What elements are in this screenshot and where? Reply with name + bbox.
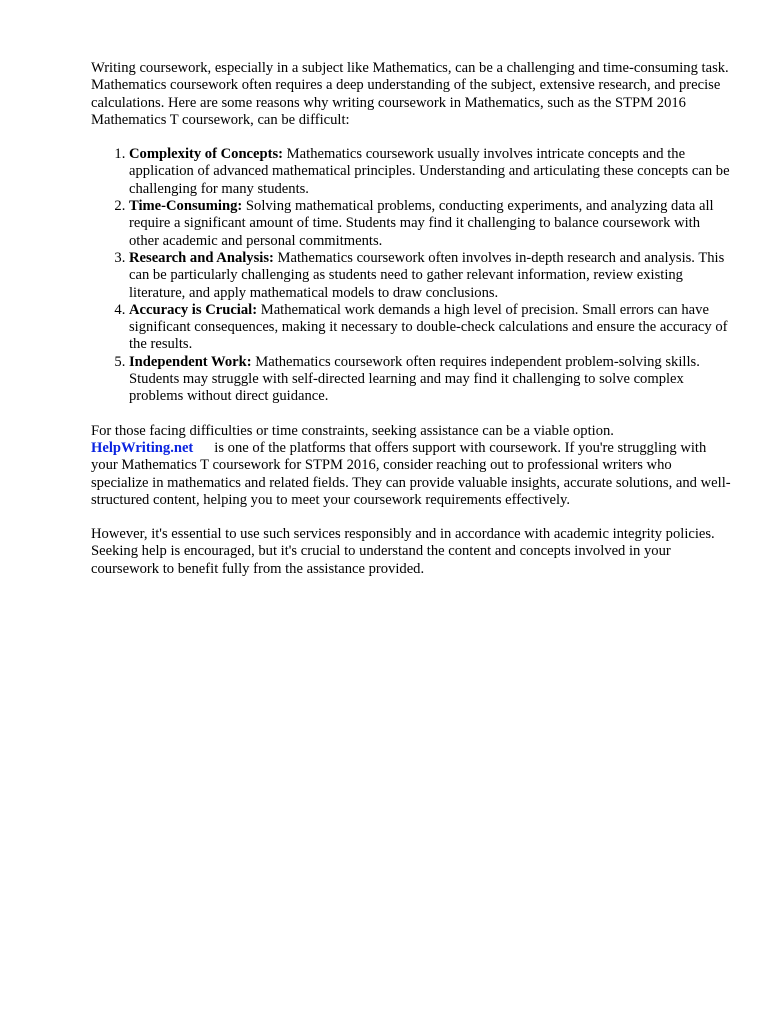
list-item-term: Accuracy is Crucial: xyxy=(129,301,258,318)
list-item-text: Mathematics coursework usually involves intricate concepts and the application of advanced mathematical principles. Understanding and articulating these concepts can be challenging for many students. xyxy=(129,146,730,197)
list-item-text: Solving mathematical problems, conducting experiments, and analyzing data all require a significant amount of time. Students may find it challenging to balance coursework with other academic and personal commitments. xyxy=(129,198,714,249)
list-item-text: Mathematics coursework often involves in-depth research and analysis. This can be particularly challenging as students need to gather relevant information, review existing literature, and apply mathematical models to draw conclusions. xyxy=(129,249,725,301)
list-item-text: Mathematical work demands a high level of precision. Small errors can have significant consequences, making it necessary to double-check calculations and ensure the accuracy of the results. xyxy=(129,301,728,353)
list-item xyxy=(129,250,731,302)
help-paragraph xyxy=(91,423,731,509)
list-item xyxy=(129,198,731,250)
reasons-list xyxy=(91,146,731,405)
list-item-text: Mathematics coursework often requires independent problem-solving skills. Students may struggle with self-directed learning and may find it challenging to solve complex problems without direct guidance. xyxy=(129,353,700,405)
list-item xyxy=(129,146,731,198)
helpwriting-link[interactable]: HelpWriting.net xyxy=(91,439,194,456)
list-item xyxy=(129,302,731,354)
help-rest-text: is one of the platforms that offers support with coursework. If you're struggling with your Mathematics T coursework for STPM 2016, consider reaching out to professional writers who specialize in mathematics and related fields. They can provide valuable insights, accurate solutions, and well-structured content, helping you to meet your coursework requirements effectively. xyxy=(91,439,731,508)
list-item xyxy=(129,354,731,406)
closing-paragraph: However, it's essential to use such services responsibly and in accordance with academic integrity policies. Seeking help is encouraged, but it's crucial to understand the content and concepts involved in your coursework to benefit fully from the assistance provided. xyxy=(91,526,715,577)
list-item-term: Time-Consuming: xyxy=(129,198,243,215)
list-item-term: Independent Work: xyxy=(129,353,252,370)
list-item-term: Research and Analysis: xyxy=(129,249,274,266)
document-body xyxy=(91,60,731,595)
list-item-term: Complexity of Concepts: xyxy=(129,146,284,163)
help-lead-text: For those facing difficulties or time constraints, seeking assistance can be a viable option. xyxy=(91,422,614,439)
intro-paragraph: Writing coursework, especially in a subject like Mathematics, can be a challenging and time-consuming task. Mathematics coursework often requires a deep understanding of the subject, extensive research, and precise calculations. Here are some reasons why writing coursework in Mathematics, such as the STPM 2016 Mathematics T coursework, can be difficult: xyxy=(91,60,729,128)
